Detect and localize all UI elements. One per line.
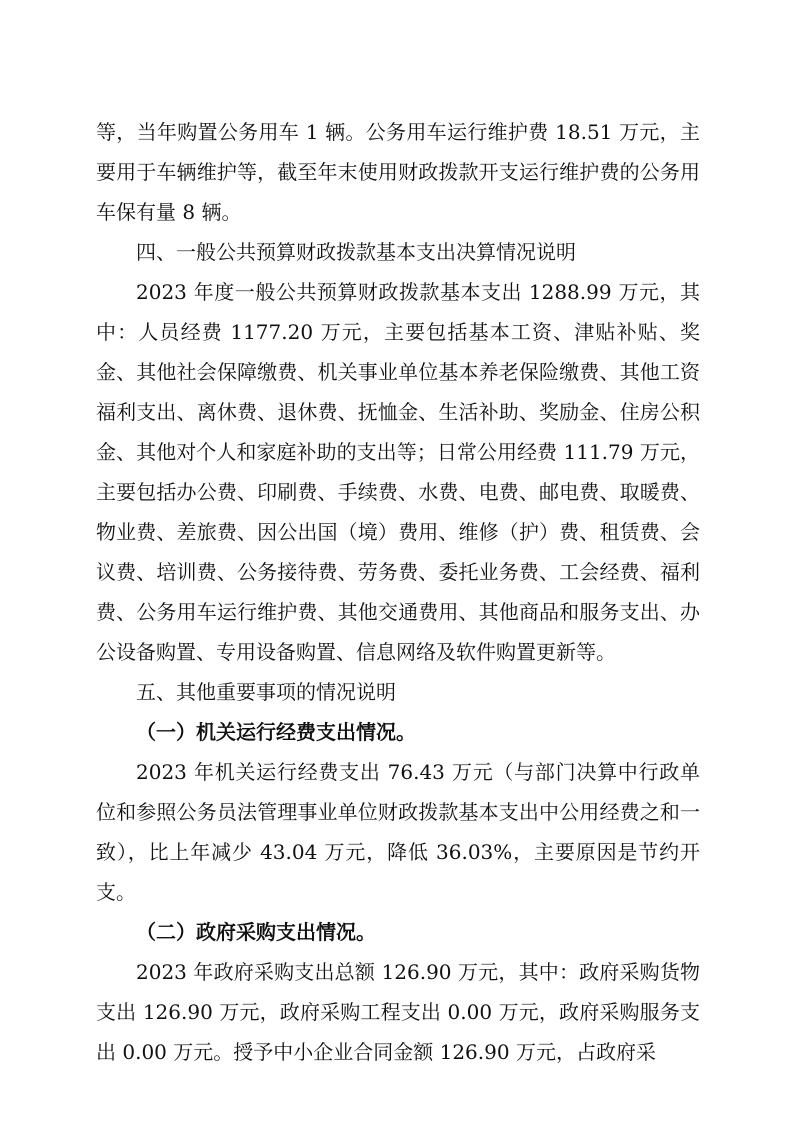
section-heading-other-matters: 五、其他重要事项的情况说明 — [136, 680, 396, 704]
section-heading-basic-expenditure: 四、一般公共预算财政拨款基本支出决算情况说明 — [136, 240, 576, 264]
subheading-procurement: （二）政府采购支出情况。 — [136, 920, 376, 944]
document-body — [96, 112, 700, 1072]
paragraph-operating-expenses: 2023 年机关运行经费支出 76.43 万元（与部门决算中行政单位和参照公务员法管理事业单位财政拨款基本支出中公用经费之和一致），比上年减少 43.04 万元，降低 36.03%，主要原因是节约开支。 — [96, 760, 700, 904]
paragraph-vehicle-maintenance: 等，当年购置公务用车 1 辆。公务用车运行维护费 18.51 万元，主要用于车辆维护等，截至年末使用财政拨款开支运行维护费的公务用车保有量 8 辆。 — [96, 120, 700, 224]
subheading-operating-expenses: （一）机关运行经费支出情况。 — [136, 720, 416, 744]
paragraph-basic-expenditure: 2023 年度一般公共预算财政拨款基本支出 1288.99 万元，其中：人员经费 1177.20 万元，主要包括基本工资、津贴补贴、奖金、其他社会保障缴费、机关事业单位基本养老保险缴费、其他工资福利支出、离休费、退休费、抚恤金、生活补助、奖励金、住房公积金、其他对个人和家庭补助的支出等；日常公用经费 111.79 万元，主要包括办公费、印刷费、手续费、水费、电费、邮电费、取暖费、物业费、差旅费、因公出国（境）费用、维修（护）费、租赁费、会议费、培训费、公务接待费、劳务费、委托业务费、工会经费、福利费、公务用车运行维护费、其他交通费用、其他商品和服务支出、办公设备购置、专用设备购置、信息网络及软件购置更新等。 — [96, 280, 700, 664]
paragraph-procurement: 2023 年政府采购支出总额 126.90 万元，其中：政府采购货物支出 126.90 万元，政府采购工程支出 0.00 万元，政府采购服务支出 0.00 万元。授予中小企业合同金额 126.90 万元，占政府采 — [96, 960, 700, 1064]
